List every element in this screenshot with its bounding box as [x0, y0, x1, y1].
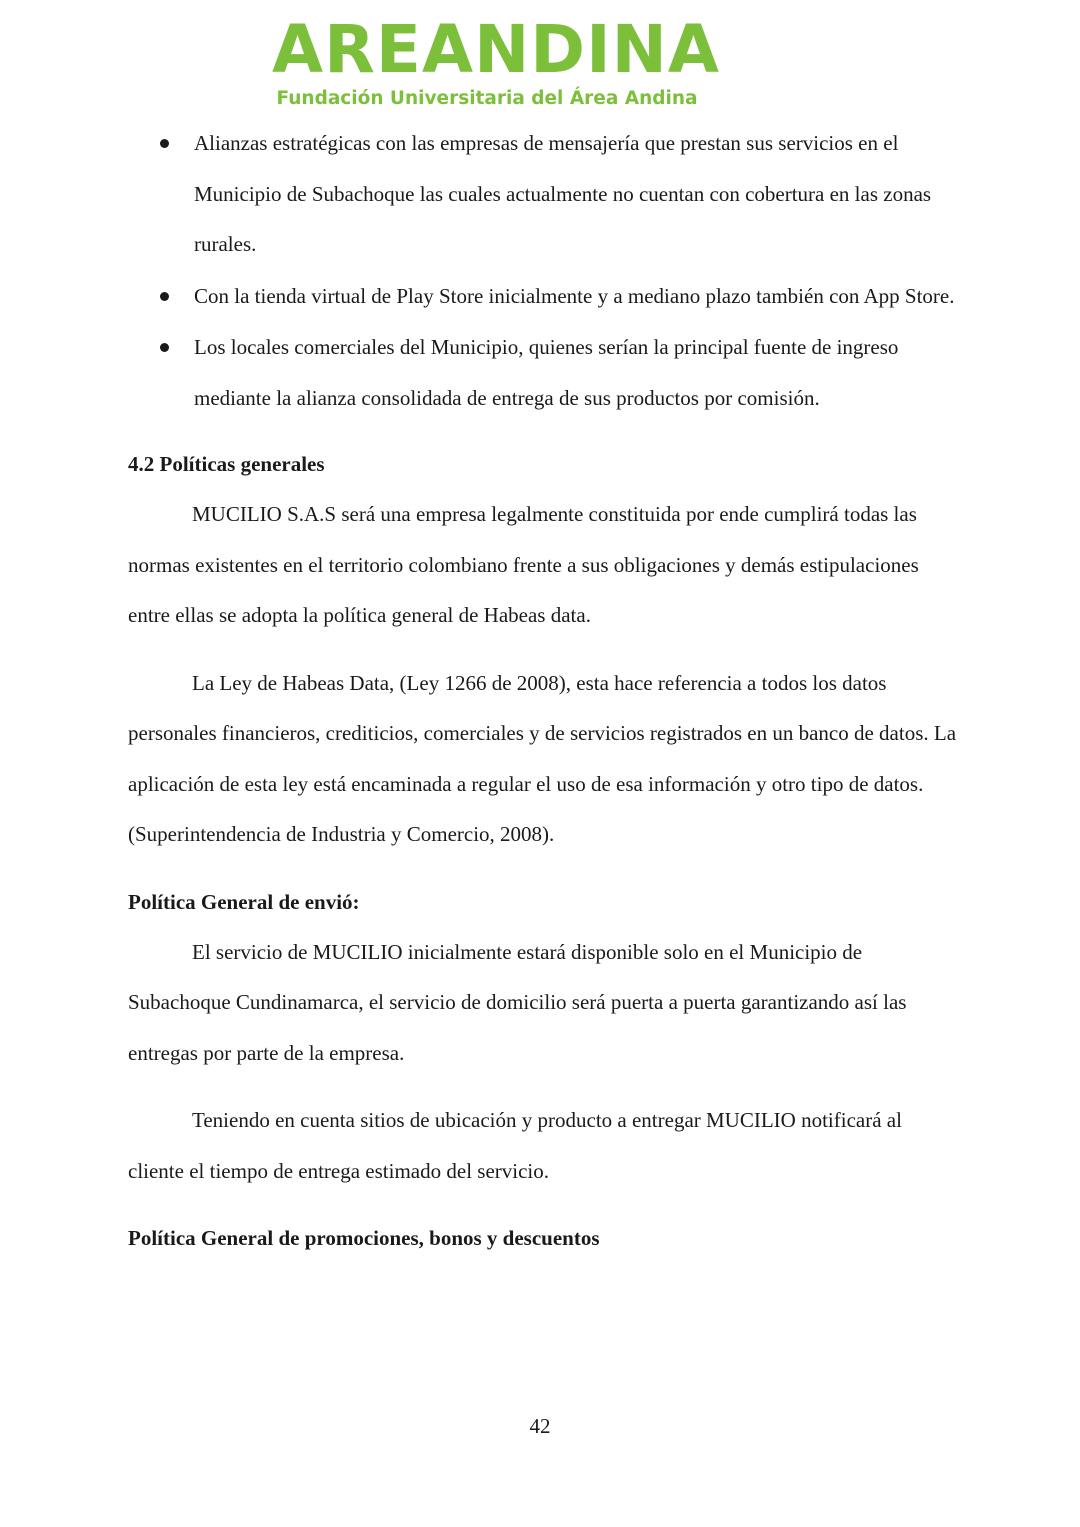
paragraph: Teniendo en cuenta sitios de ubicación y producto a entregar MUCILIO notificará al cliente el tiempo de entrega estimado del servicio.	[128, 1108, 902, 1183]
section-heading-politica-promociones: Política General de promociones, bonos y descuentos	[128, 1226, 600, 1250]
bullet-icon	[160, 139, 169, 148]
bullet-text: Alianzas estratégicas con las empresas de mensajería que prestan sus servicios en el Municipio de Subachoque las cuales actualmente no cuentan con cobertura en las zonas rurales.	[194, 131, 932, 256]
list-item	[128, 118, 960, 270]
bullet-icon	[160, 292, 169, 301]
list-item	[128, 322, 960, 423]
bullet-icon	[160, 343, 169, 352]
document-body	[128, 118, 960, 1263]
bullet-text: Con la tienda virtual de Play Store inicialmente y a mediano plazo también con App Store.	[194, 283, 955, 308]
logo-subtitle: Fundación Universitaria del Área Andina	[276, 88, 698, 109]
paragraph: MUCILIO S.A.S será una empresa legalmente constituida por ende cumplirá todas las normas existentes en el territorio colombiano frente a sus obligaciones y demás estipulaciones entre ellas se adopta la política general de Habeas data.	[128, 502, 919, 627]
paragraph: La Ley de Habeas Data, (Ley 1266 de 2008), esta hace referencia a todos los datos personales financieros, crediticios, comerciales y de servicios registrados en un banco de datos. La aplicación de esta ley está encaminada a regular el uso de esa información y otro tipo de datos. (Superintendencia de Industria y Comercio, 2008).	[128, 670, 957, 846]
areandina-logo	[272, 10, 720, 120]
page-number: 42	[529, 1414, 551, 1438]
bullet-list	[128, 118, 960, 423]
bullet-text: Los locales comerciales del Municipio, quienes serían la principal fuente de ingreso mediante la alianza consolidada de entrega de sus productos por comisión.	[194, 335, 899, 410]
logo-wordmark: AREANDINA	[272, 11, 720, 88]
section-heading-politicas-generales: 4.2 Políticas generales	[128, 452, 325, 476]
paragraph: El servicio de MUCILIO inicialmente estará disponible solo en el Municipio de Subachoque Cundinamarca, el servicio de domicilio será puerta a puerta garantizando así las entregas por parte de la empresa.	[128, 939, 907, 1065]
list-item	[128, 271, 960, 322]
section-heading-politica-envio: Política General de envió:	[128, 889, 360, 914]
